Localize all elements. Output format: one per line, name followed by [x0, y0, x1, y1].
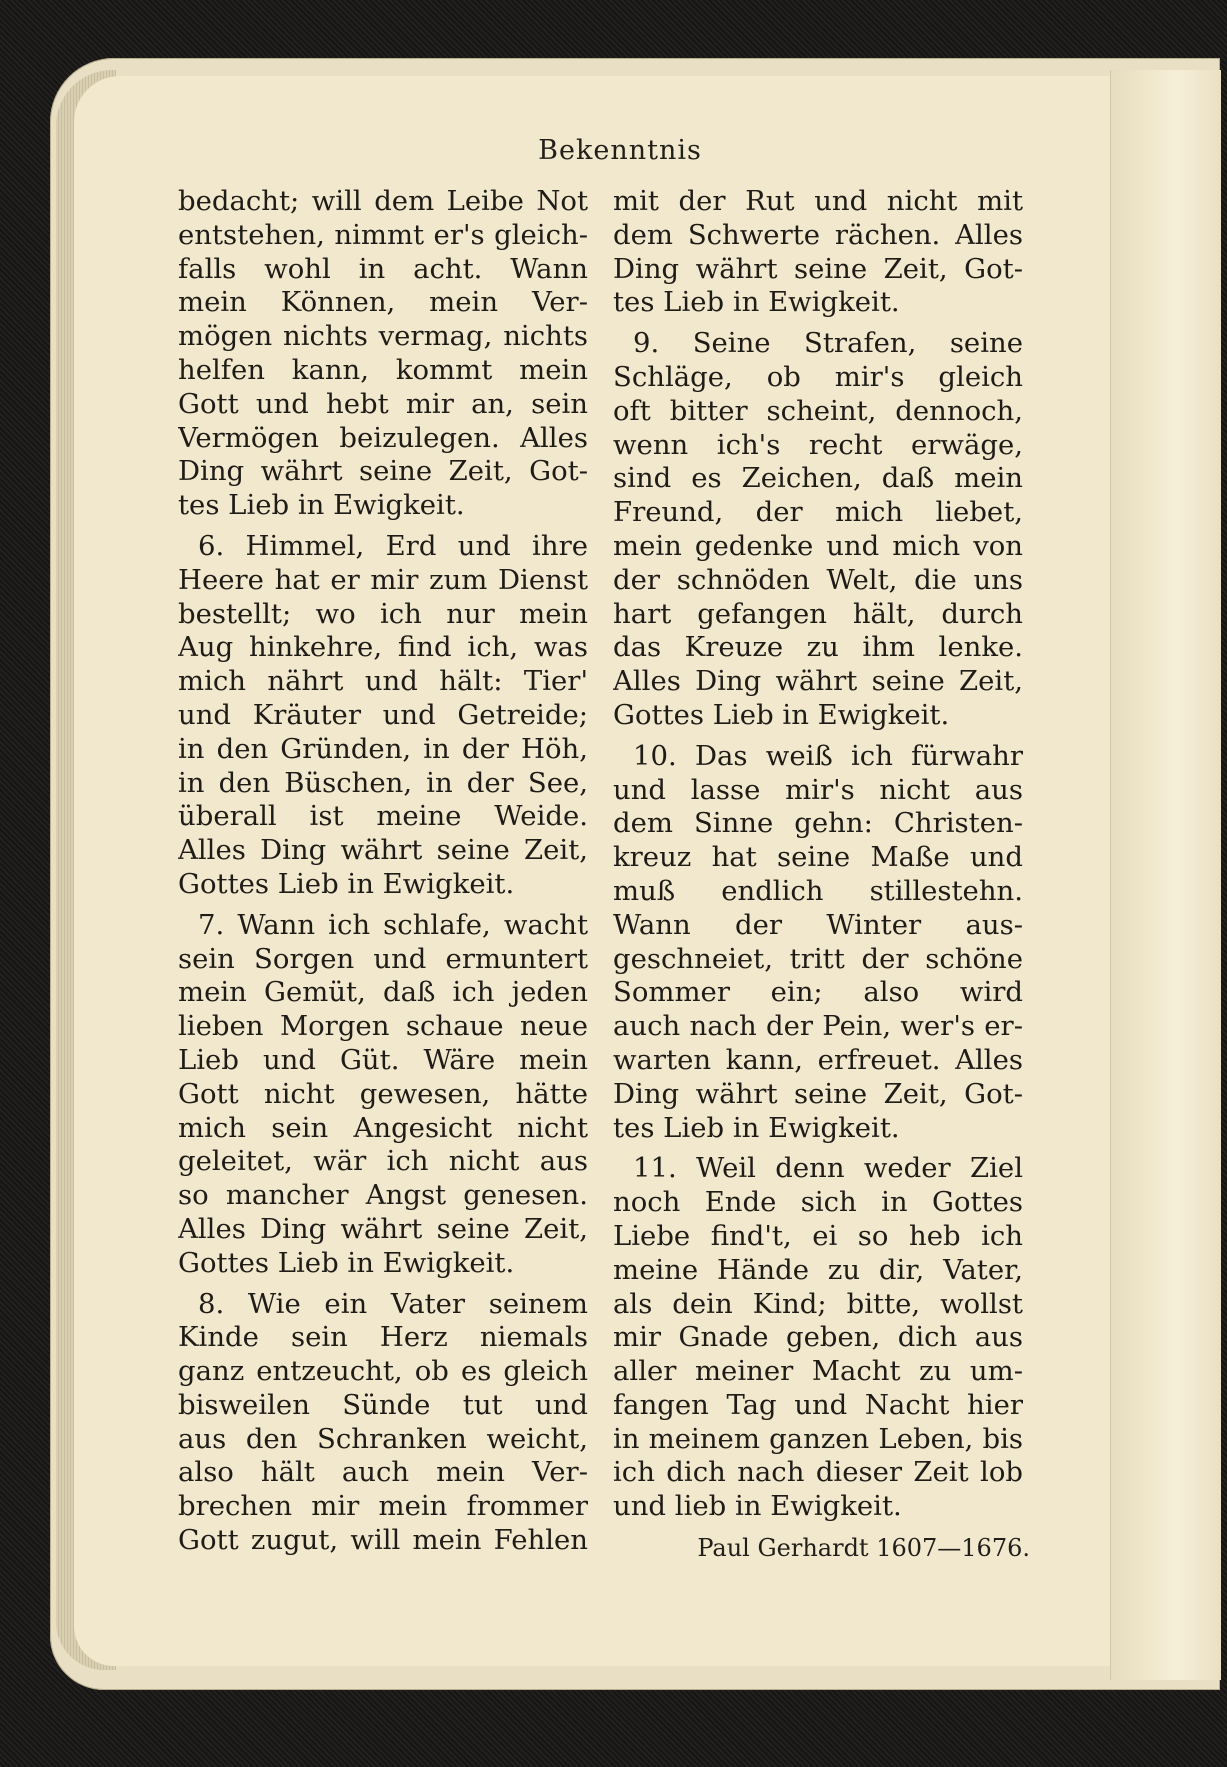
- stanza-gap: [613, 1145, 1023, 1152]
- text-line: mich nährt und hält: Tier': [178, 665, 588, 698]
- text-line: Vermögen beizulegen. Alles: [178, 421, 588, 454]
- text-line: hart gefangen hält, durch: [613, 597, 1023, 630]
- text-line: noch Ende sich in Gottes: [613, 1186, 1023, 1219]
- text-line: Sommer ein; also wird: [613, 976, 1023, 1009]
- text-line: in den Büschen, in der See,: [178, 766, 588, 799]
- stanza-gap: [613, 320, 1023, 327]
- left-column: [178, 185, 588, 1558]
- text-line: Ding währt seine Zeit, Got-: [613, 1077, 1023, 1110]
- text-line: dem Schwerte rächen. Alles: [613, 218, 1023, 251]
- cover-bottom-edge: [0, 1695, 1227, 1767]
- text-line: das Kreuze zu ihm lenke.: [613, 631, 1023, 664]
- text-line: Liebe find't, ei so heb ich: [613, 1219, 1023, 1252]
- text-line: und lieb in Ewigkeit.: [613, 1490, 902, 1523]
- text-line: ich dich nach dieser Zeit lob: [613, 1456, 1023, 1489]
- stanza-gap: [178, 1281, 588, 1288]
- text-line: Ding währt seine Zeit, Got-: [613, 252, 1023, 285]
- text-line: 11. Weil denn weder Ziel: [633, 1152, 1023, 1185]
- right-column: [613, 185, 1023, 1524]
- text-line: tes Lieb in Ewigkeit.: [613, 286, 900, 319]
- text-line: falls wohl in acht. Wann: [178, 252, 588, 285]
- text-line: warten kann, erfreuet. Alles: [613, 1043, 1023, 1076]
- text-line: Gott zugut, will mein Fehlen: [178, 1524, 588, 1557]
- text-line: mein gedenke und mich von: [613, 529, 1023, 562]
- text-line: so mancher Angst genesen.: [178, 1179, 588, 1212]
- text-line: bedacht; will dem Leibe Not: [178, 185, 588, 217]
- text-line: 7. Wann ich schlafe, wacht: [198, 908, 588, 941]
- text-line: Lieb und Güt. Wäre mein: [178, 1043, 588, 1076]
- text-line: bisweilen Sünde tut und: [178, 1388, 588, 1421]
- text-line: sind es Zeichen, daß mein: [613, 462, 1023, 495]
- stanza-gap: [178, 523, 588, 530]
- text-line: 6. Himmel, Erd und ihre: [198, 529, 588, 562]
- text-line: und Kräuter und Getreide;: [178, 698, 588, 731]
- text-line: mögen nichts vermag, nichts: [178, 320, 588, 353]
- author-signature: Paul Gerhardt 1607—1676.: [697, 1534, 1030, 1562]
- text-line: mein Gemüt, daß ich jeden: [178, 976, 588, 1009]
- text-line: brechen mir mein frommer: [178, 1490, 588, 1523]
- text-line: Gottes Lieb in Ewigkeit.: [178, 1246, 515, 1279]
- text-line: mir Gnade geben, dich aus: [613, 1321, 1023, 1354]
- text-line: aus den Schranken weicht,: [178, 1422, 588, 1455]
- text-line: meine Hände zu dir, Vater,: [613, 1253, 1023, 1286]
- stanza-gap: [178, 902, 588, 909]
- text-line: mit der Rut und nicht mit: [613, 185, 1023, 217]
- text-line: geleitet, wär ich nicht aus: [178, 1145, 588, 1178]
- text-line: also hält auch mein Ver-: [178, 1456, 588, 1489]
- text-line: sein Sorgen und ermuntert: [178, 942, 588, 975]
- text-line: Kinde sein Herz niemals: [178, 1321, 588, 1354]
- text-line: Freund, der mich liebet,: [613, 496, 1023, 529]
- text-line: Gott und hebt mir an, sein: [178, 387, 588, 420]
- text-line: helfen kann, kommt mein: [178, 353, 588, 386]
- text-line: bestellt; wo ich nur mein: [178, 597, 588, 630]
- text-line: Heere hat er mir zum Dienst: [178, 563, 588, 596]
- text-line: oft bitter scheint, dennoch,: [613, 394, 1023, 427]
- text-line: kreuz hat seine Maße und: [613, 841, 1023, 874]
- text-line: mich sein Angesicht nicht: [178, 1111, 588, 1144]
- text-line: tes Lieb in Ewigkeit.: [613, 1111, 900, 1144]
- text-line: Schläge, ob mir's gleich: [613, 360, 1023, 393]
- text-line: entstehen, nimmt er's gleich-: [178, 218, 588, 251]
- text-line: fangen Tag und Nacht hier: [613, 1388, 1023, 1421]
- text-line: ganz entzeucht, ob es gleich: [178, 1355, 588, 1388]
- text-line: tes Lieb in Ewigkeit.: [178, 489, 465, 522]
- text-line: auch nach der Pein, wer's er-: [613, 1010, 1023, 1043]
- page-gutter: [1110, 70, 1221, 1680]
- stanza-gap: [613, 733, 1023, 740]
- text-line: lieben Morgen schaue neue: [178, 1010, 588, 1043]
- text-line: der schnöden Welt, die uns: [613, 563, 1023, 596]
- text-line: in den Gründen, in der Höh,: [178, 732, 588, 765]
- text-line: Alles Ding währt seine Zeit,: [613, 665, 1023, 698]
- text-line: Gottes Lieb in Ewigkeit.: [613, 698, 950, 731]
- text-line: Alles Ding währt seine Zeit,: [178, 834, 588, 867]
- text-line: mein Können, mein Ver-: [178, 286, 588, 319]
- text-line: aller meiner Macht zu um-: [613, 1355, 1023, 1388]
- text-line: überall ist meine Weide.: [178, 800, 588, 833]
- text-line: Gottes Lieb in Ewigkeit.: [178, 867, 515, 900]
- text-line: dem Sinne gehn: Christen-: [613, 807, 1023, 840]
- text-line: wenn ich's recht erwäge,: [613, 428, 1023, 461]
- text-line: geschneiet, tritt der schöne: [613, 942, 1023, 975]
- text-line: 9. Seine Strafen, seine: [633, 327, 1023, 360]
- text-line: Aug hinkehre, find ich, was: [178, 631, 588, 664]
- text-line: Gott nicht gewesen, hätte: [178, 1077, 588, 1110]
- text-line: muß endlich stillestehn.: [613, 874, 1023, 907]
- text-line: 10. Das weiß ich fürwahr: [633, 739, 1023, 772]
- text-line: Ding währt seine Zeit, Got-: [178, 455, 588, 488]
- running-header: Bekenntnis: [538, 135, 702, 166]
- text-line: in meinem ganzen Leben, bis: [613, 1422, 1023, 1455]
- text-line: 8. Wie ein Vater seinem: [198, 1287, 588, 1320]
- text-line: Wann der Winter aus-: [613, 908, 1023, 941]
- text-line: und lasse mir's nicht aus: [613, 773, 1023, 806]
- text-line: als dein Kind; bitte, wollst: [613, 1287, 1023, 1320]
- text-line: Alles Ding währt seine Zeit,: [178, 1212, 588, 1245]
